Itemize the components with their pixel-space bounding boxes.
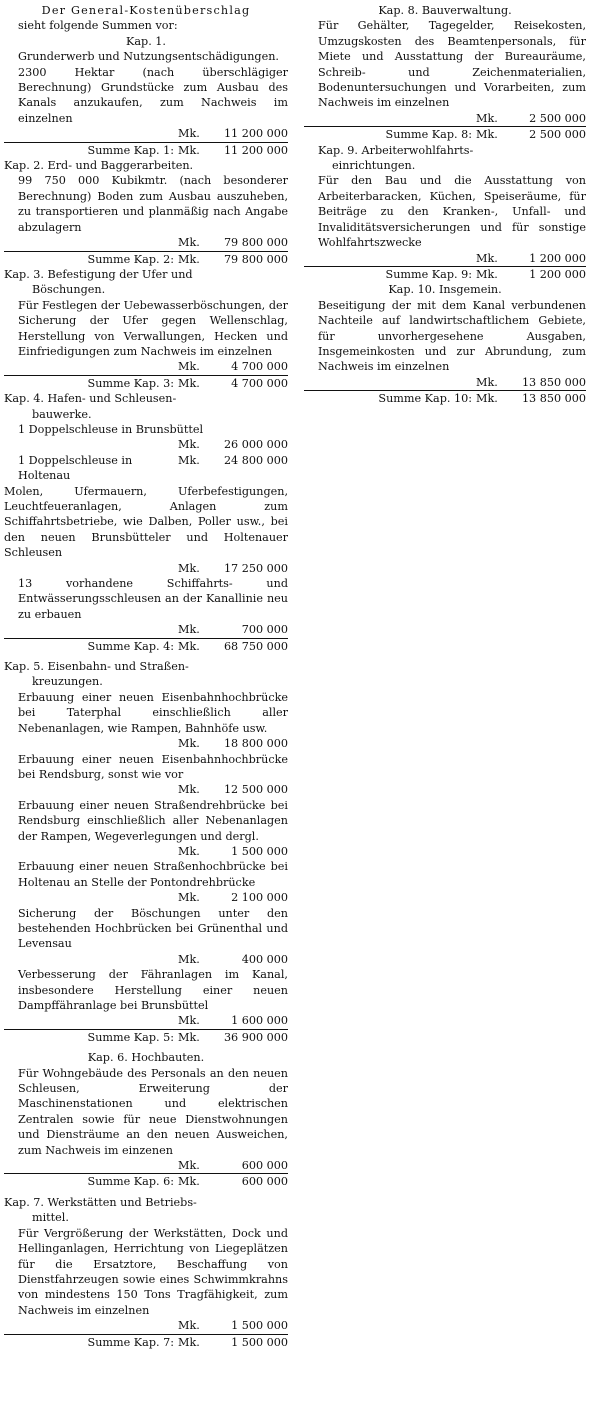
intro-line-1: Der General-Kostenüberschlag xyxy=(41,4,251,17)
currency-label: Mk. xyxy=(476,251,498,265)
currency-label: Mk. xyxy=(476,392,498,406)
kap5-sum: 36 900 000 xyxy=(223,1030,288,1044)
kap10-amount-row xyxy=(304,375,586,391)
currency-label: Mk. xyxy=(178,623,200,637)
kap5-amount5: 400 000 xyxy=(241,952,288,966)
kap1-amount-row xyxy=(4,126,288,142)
kap2-amount: 79 800 000 xyxy=(223,236,288,250)
kap9-title-2: einrichtungen. xyxy=(332,159,416,173)
kap4-item1: 1 Doppelschleuse in Brunsbüttel xyxy=(18,422,204,436)
kap5-title: Kap. 5. Eisenbahn- und Straßen- xyxy=(4,660,189,674)
kap6-amount: 600 000 xyxy=(241,1159,288,1173)
kap5-item3: Erbauung einer neuen Straßendrehbrücke bei Rendsburg einschließlich aller Nebenanlagen der Rampen, Wegeverlegungen und dergl. xyxy=(18,798,288,843)
kap5-sum-label: Summe Kap. 5: xyxy=(87,1030,174,1044)
currency-label: Mk. xyxy=(178,952,200,966)
kap3-amount-row xyxy=(4,359,288,375)
currency-label: Mk. xyxy=(178,252,200,266)
kap5-amount1: 18 800 000 xyxy=(223,737,288,751)
kap7-title-2: mittel. xyxy=(32,1211,69,1225)
kap4-amount4-row xyxy=(4,622,288,638)
kap2-amount-row xyxy=(4,235,288,251)
kap3-sum: 4 700 000 xyxy=(231,376,288,390)
currency-label: Mk. xyxy=(178,639,200,653)
currency-label: Mk. xyxy=(178,438,200,452)
kap5-item1: Erbauung einer neuen Eisenbahnhochbrücke bei Taterphal einschließlich aller Nebenanlagen, wie Rampen, Bahnhöfe usw. xyxy=(18,690,288,735)
kap10-amount: 13 850 000 xyxy=(521,375,586,389)
kap8-title: Kap. 8. Bauverwaltung. xyxy=(378,4,512,17)
currency-label: Mk. xyxy=(178,891,200,905)
currency-label: Mk. xyxy=(178,737,200,751)
kap9-text: Für den Bau und die Ausstattung von Arbeiterbaracken, Küchen, Speiseräume, für Beiträge zu den Kranken-, Unfall- und Invaliditätsversicherungen und für sonstige Wohlfahrtszwecke xyxy=(318,174,586,250)
currency-label: Mk. xyxy=(476,111,498,125)
kap4-item2-row xyxy=(4,453,288,484)
currency-label: Mk. xyxy=(476,375,498,389)
kap8-text: Für Gehälter, Tagegelder, Reisekosten, Umzugskosten des Beamtenpersonals, für Miete und Ausstattung der Bureauräume, Schreib- und Zeichenmaterialien, Bodenuntersuchungen und Vorarbeiten, zum Nachweis im einzelnen xyxy=(318,19,586,110)
kap1-sum: 11 200 000 xyxy=(223,143,288,157)
currency-label: Mk. xyxy=(178,844,200,858)
kap7-amount-row xyxy=(4,1318,288,1334)
kap5-sum-row xyxy=(4,1030,288,1045)
currency-label: Mk. xyxy=(178,236,200,250)
kap4-sum-row xyxy=(4,639,288,654)
kap8-amount: 2 500 000 xyxy=(529,111,586,125)
kap2-title: Kap. 2. Erd- und Baggerarbeiten. xyxy=(4,159,194,173)
kap7-title: Kap. 7. Werkstätten und Betriebs- xyxy=(4,1195,197,1209)
currency-label: Mk. xyxy=(178,561,200,575)
kap10-sum: 13 850 000 xyxy=(521,392,586,406)
currency-label: Mk. xyxy=(178,1175,200,1189)
kap3-title-2: Böschungen. xyxy=(32,283,106,297)
kap6-sum-row xyxy=(4,1174,288,1189)
kap3-sum-label: Summe Kap. 3: xyxy=(87,376,174,390)
kap4-item2: 1 Doppelschleuse in Holtenau xyxy=(18,453,133,483)
currency-label: Mk. xyxy=(476,128,498,142)
kap9-amount: 1 200 000 xyxy=(529,251,586,265)
currency-label: Mk. xyxy=(178,1319,200,1333)
kap7-sum-label: Summe Kap. 7: xyxy=(87,1335,174,1349)
kap6-text: Für Wohngebäude des Personals an den neuen Schleusen, Erweiterung der Maschinenstationen und elektrischen Zentralen sowie für neue Dienstwohnungen und Diensträume an den neuen Ausweichen, zum Nachweis im einzenen xyxy=(18,1066,288,1157)
kap3-sum-row xyxy=(4,376,288,391)
kap9-sum-label: Summe Kap. 9: xyxy=(385,267,472,281)
kap7-text: Für Vergrößerung der Werkstätten, Dock und Hellinganlagen, Herrichtung von Liegeplätzen für die Ersatztore, Beschaffung von Dienstfahrzeugen sowie eines Schwimmkrahns von mindestens 150 Tons Tragfähigkeit, zum Nachweis im einzelnen xyxy=(18,1226,288,1317)
kap5-amount2: 12 500 000 xyxy=(223,783,288,797)
kap4-item4: 13 vorhandene Schiffahrts- und Entwässerungsschleusen an der Kanallinie neu zu erbauen xyxy=(18,577,288,621)
kap5-item4: Erbauung einer neuen Straßenhochbrücke bei Holtenau an Stelle der Pontondrehbrücke xyxy=(18,860,288,889)
kap2-sum-row xyxy=(4,252,288,267)
kap5-amount6: 1 600 000 xyxy=(231,1014,288,1028)
kap5-amount4-row xyxy=(4,890,288,905)
kap7-sum: 1 500 000 xyxy=(231,1335,288,1349)
kap4-amount2: 24 800 000 xyxy=(223,453,288,467)
kap1-sum-row xyxy=(4,143,288,158)
kap9-sum-row xyxy=(304,267,586,282)
currency-label: Mk. xyxy=(178,127,200,141)
kap1-item xyxy=(4,65,288,127)
kap6-title: Kap. 6. Hochbauten. xyxy=(87,1051,205,1065)
kap3-text: Für Festlegen der Uebewasserböschungen, der Sicherung der Ufer gegen Wellenschlag, Herstellung von Verwallungen, Hecken und Einfriedigungen zum Nachweis im einzelnen xyxy=(18,298,288,358)
kap9-amount-row xyxy=(304,251,586,267)
kap4-amount3: 17 250 000 xyxy=(223,561,288,575)
kap4-amount3-row xyxy=(4,561,288,576)
kap8-sum-label: Summe Kap. 8: xyxy=(385,128,472,142)
kap2-sum-label: Summe Kap. 2: xyxy=(87,252,174,266)
currency-label: Mk. xyxy=(178,376,200,390)
kap5-amount1-row xyxy=(4,736,288,751)
kap2-sum: 79 800 000 xyxy=(223,252,288,266)
kap6-sum-label: Summe Kap. 6: xyxy=(87,1175,174,1189)
kap5-amount3: 1 500 000 xyxy=(231,844,288,858)
currency-label: Mk. xyxy=(178,783,200,797)
currency-label: Mk. xyxy=(178,143,200,157)
kap10-sum-row xyxy=(304,391,586,406)
currency-label: Mk. xyxy=(476,267,498,281)
kap1-sum-label: Summe Kap. 1: xyxy=(87,143,174,157)
kap10-text: Beseitigung der mit dem Kanal verbundenen Nachteile auf landwirtschaftlichem Gebiete, für unvorhergesehene Ausgaben, Insgemeinkosten und zur Abrundung, zum Nachweis im einzelnen xyxy=(318,298,586,374)
left-column xyxy=(4,3,288,1350)
kap1-title: Kap. 1. xyxy=(126,34,166,48)
currency-label: Mk. xyxy=(178,1014,200,1028)
intro-line-2: sieht folgende Summen vor: xyxy=(18,19,178,33)
kap10-title: Kap. 10. Insgemein. xyxy=(388,283,502,297)
kap5-item2: Erbauung einer neuen Eisenbahnhochbrücke bei Rendsburg, sonst wie vor xyxy=(18,752,288,781)
kap5-amount2-row xyxy=(4,782,288,797)
kap10-sum-label: Summe Kap. 10: xyxy=(378,392,472,406)
kap5-amount4: 2 100 000 xyxy=(231,891,288,905)
kap6-amount-row xyxy=(4,1158,288,1174)
currency-label: Mk. xyxy=(178,1335,200,1349)
kap4-sum-label: Summe Kap. 4: xyxy=(87,639,174,653)
kap1-amount: 11 200 000 xyxy=(223,127,288,141)
kap5-item6: Verbesserung der Fähranlagen im Kanal, insbesondere Herstellung einer neuen Dampffähranlage bei Brunsbüttel xyxy=(18,968,288,1012)
kap4-amount1-row xyxy=(4,437,288,452)
kap4-item3: Molen, Ufermauern, Uferbefestigungen, Leuchtfeueranlagen, Anlagen zum Schiffahrtsbetriebe, wie Dalben, Poller usw., bei den neuen Brunsbütteler und Holtenauer Schleusen xyxy=(4,484,288,560)
kap5-amount6-row xyxy=(4,1013,288,1029)
kap2-text: 99 750 000 Kubikmtr. (nach besonderer Berechnung) Boden zum Ausbau auszuheben, zu transportieren und planmäßig nach Angabe abzulagern xyxy=(18,174,288,234)
kap7-sum-row xyxy=(4,1335,288,1350)
kap1-subtitle: Grunderwerb und Nutzungsentschädigungen. xyxy=(18,50,279,64)
kap4-amount1: 26 000 000 xyxy=(223,438,288,452)
kap8-amount-row xyxy=(304,111,586,127)
kap5-amount3-row xyxy=(4,844,288,859)
kap5-title-2: kreuzungen. xyxy=(32,675,103,689)
kap3-title: Kap. 3. Befestigung der Ufer und xyxy=(4,267,193,281)
kap8-sum: 2 500 000 xyxy=(529,128,586,142)
kap5-amount5-row xyxy=(4,952,288,967)
currency-label: Mk. xyxy=(178,360,200,374)
kap9-title: Kap. 9. Arbeiterwohlfahrts- xyxy=(318,143,474,157)
right-column xyxy=(304,3,586,407)
currency-label: Mk. xyxy=(178,1159,200,1173)
kap1-text: 2300 Hektar (nach überschlägiger Berechnung) Grundstücke zum Ausbau des Kanals anzukaufen, zum Nachweis im einzelnen xyxy=(18,65,288,125)
kap8-sum-row xyxy=(304,127,586,142)
kap7-amount: 1 500 000 xyxy=(231,1319,288,1333)
kap4-sum: 68 750 000 xyxy=(223,639,288,653)
kap4-amount4: 700 000 xyxy=(241,623,288,637)
kap6-sum: 600 000 xyxy=(241,1175,288,1189)
kap9-sum: 1 200 000 xyxy=(529,267,586,281)
kap4-title: Kap. 4. Hafen- und Schleusen- xyxy=(4,392,177,406)
kap5-item5: Sicherung der Böschungen unter den bestehenden Hochbrücken bei Grünenthal und Levensau xyxy=(18,906,288,951)
currency-label: Mk. xyxy=(178,1030,200,1044)
kap4-title-2: bauwerke. xyxy=(32,407,92,421)
currency-label: Mk. xyxy=(178,453,200,467)
kap3-amount: 4 700 000 xyxy=(231,360,288,374)
